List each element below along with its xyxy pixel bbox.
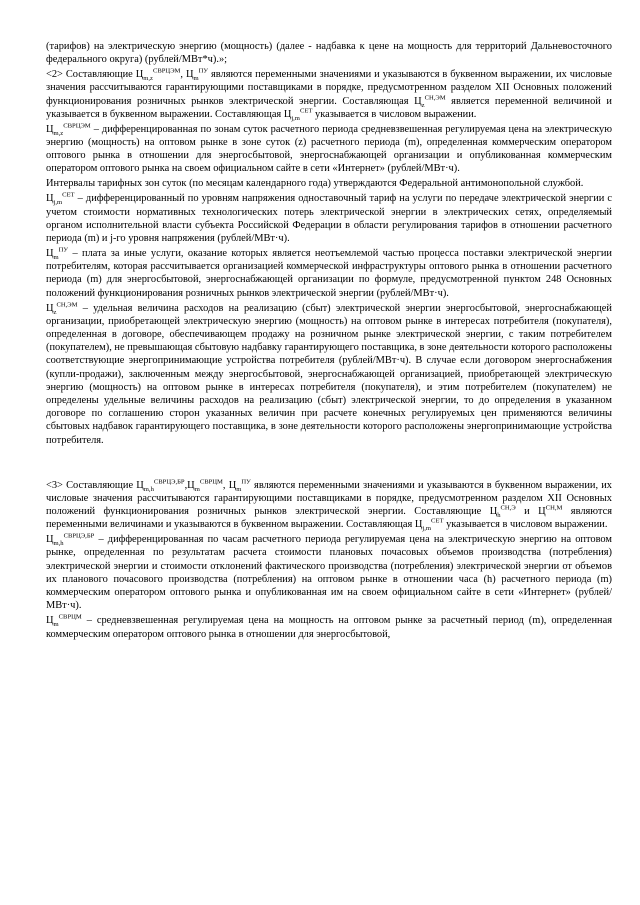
definition-svrcem: $Ц_{m,z}^{СВРЦЭМ}$ – дифференцированная по зонам суток расчетного периода средневзвешенная регулируемая цена на электрическую энергию (мощность) на оптовом рынке в зоне суток (z) расчетного периода (m), определенная коммерческим оператором оптового рынка в отношении для энергосбытовой, энергоснабжающей организации и опубликованная коммерческим оператором оптового рынка на своем официальном сайте в сети «Интернет» (рублей/МВт·ч).: [46, 122, 612, 175]
symbol-ts-set: $Ц_{j,m}^{СЕТ}$: [283, 107, 313, 122]
symbol-ts-svrcm: $Ц_m^{СВРЦМ}$: [46, 613, 82, 629]
definition-sn-em: $Ц_z^{СН,ЭМ}$ – удельная величина расходов на реализацию (сбыт) электрической энергии энергосбытовой, энергоснабжающей организации, приобретающей электрическую энергию (мощность) на оптовом рынке в интересах потребителя (покупателя), определенная в договоре, обеспечивающем продажу на розничном рынке электрической энергии, с таким потребителем (покупателем), не превышающая сбытовую надбавку гарантирующего поставщика, в зоне деятельности которого расположены соответствующие энергопринимающие устройства потребителя (рублей/МВт·ч). В случае если договором энергоснабжения (купли-продажи), заключенным между энергосбытовой, энергоснабжающей организацией, приобретающей электрическую энергию (мощность) на оптовом рынке в интересах потребителя (покупателя), и этим потребителем (покупателем) не определены удельные величины расходов на реализацию (сбыт) электрической энергии, то до определения в указанном договоре по соглашению сторон указанных величин при расчете конечных регулируемых цен применяются величины сбытовых надбавок гарантирующего поставщика, в зоне деятельности которого расположены энергопринимающие устройства потребителя.: [46, 301, 612, 446]
definition-set: $Ц_{j,m}^{СЕТ}$ – дифференцированный по уровням напряжения одноставочный тариф на услуги по передаче электрической энергии с учетом стоимости нормативных технологических потерь электрической энергии в электрических сетях, определяемый органом исполнительной власти субъекта Российской Федерации в области регулирования тарифов в отношении расчетного периода (m) и j-го уровня напряжения (рублей/МВт·ч).: [46, 191, 612, 245]
symbol-ts-svrce-br: $Ц_{m,h}^{СВРЦЭ,БР}$: [136, 478, 185, 493]
symbol-ts-sn-m: $Ц^{СН,М}$: [538, 504, 563, 518]
symbol-ts-pu: $Ц_m^{ПУ}$: [46, 246, 69, 262]
symbol-ts-svrcem: $Ц_{m,z}^{СВРЦЭМ}$: [135, 67, 181, 83]
symbol-ts-pu: $Ц_m^{ПУ}$: [228, 478, 251, 493]
symbol-ts-svrce-br: $Ц_{m,h}^{СВРЦЭ,БР}$: [46, 532, 95, 548]
footnote-3: <3> Составляющие $Ц_{m,h}^{СВРЦЭ,БР},Ц_m^{СВРЦМ}$, $Ц_m^{ПУ}$ являются переменными значениями и указываются в буквенном выражении, их числовые значения рассчитываются гарантирующими поставщиками в порядке, предусмотренном разделом XII Основных положений функционирования розничных рынков электрической энергии. Составляющие $Ц_h^{СН,Э}$ и $Ц^{СН,М}$ являются переменными величинами и указываются в буквенном выражении. Составляющая $Ц_{j,m}^{СЕТ}$ указывается в числовом выражении.: [46, 478, 613, 533]
symbol-ts-svrcm: $Ц_m^{СВРЦМ}$: [187, 478, 223, 493]
symbol-ts-svrcem: $Ц_{m,z}^{СВРЦЭМ}$: [46, 122, 91, 137]
symbol-ts-pu: $Ц_m^{ПУ}$: [185, 67, 209, 83]
section-spacer: [46, 449, 612, 479]
symbol-ts-sn-em: $Ц_z^{СН,ЭМ}$: [46, 301, 78, 316]
symbol-ts-sn-em: $Ц_z^{СН,ЭМ}$: [414, 94, 446, 109]
symbol-ts-set: $Ц_{j,m}^{СЕТ}$: [46, 191, 75, 207]
definition-pu: $Ц_m^{ПУ}$ – плата за иные услуги, оказание которых является неотъемлемой частью процесса поставки электрической энергии потребителям, которая рассчитывается организацией коммерческой инфраструктуры оптового рынка в отношении расчетного периода (m) для энергосбытовой, энергоснабжающей организации по формуле, предусмотренной пунктом 248 Основных положений функционирования розничных рынков электрической энергии (рублей/МВт·ч).: [46, 246, 612, 299]
definition-svrce-br: $Ц_{m,h}^{СВРЦЭ,БР}$ – дифференцированная по часам расчетного периода регулируемая цена на электрическую энергию на оптовом рынке, определенная по результатам расчета стоимости плановых почасовых объемов производства (потребления) электрической энергии и стоимости отклонений фактического производства (потребления) электрической энергии от объемов их планового почасового производства (потребления) на оптовом рынке в отношении часа (h) расчетного периода (m) коммерческим оператором оптового рынка и опубликованная им на своем официальном сайте в сети «Интернет» (рублей/МВт·ч).: [46, 532, 612, 612]
footnote-2: <2> Составляющие $Ц_{m,z}^{СВРЦЭМ}$, $Ц_m^{ПУ}$ являются переменными значениями и указываются в буквенном выражении, их числовые значения рассчитываются гарантирующими поставщиками в порядке, предусмотренном разделом XII Основных положений функционирования розничных рынков электрической энергии. Составляющая $Ц_z^{СН,ЭМ}$ является переменной величиной и указывается в буквенном выражении. Составляющая $Ц_{j,m}^{СЕТ}$ указывается в числовом выражении.: [46, 67, 613, 122]
paragraph-tariff-end: (тарифов) на электрическую энергию (мощность) (далее - надбавка к цене на мощность для территорий Дальневосточного федерального округа) (рублей/МВт*ч).»;: [46, 41, 612, 66]
symbol-ts-sn-e: $Ц_h^{СН,Э}$: [489, 504, 516, 520]
paragraph-intervals: Интервалы тарифных зон суток (по месяцам календарного года) утверждаются Федеральной антимонопольной службой.: [46, 178, 584, 190]
symbol-ts-set: $Ц_{j,m}^{СЕТ}$: [414, 517, 444, 533]
document-page: [46, 40, 612, 643]
definition-svrcm: $Ц_m^{СВРЦМ}$ – средневзвешенная регулируемая цена на мощность на оптовом рынке за расчетный период (m), определенная коммерческим оператором оптового рынка в отношении для энергосбытовой,: [46, 613, 612, 640]
